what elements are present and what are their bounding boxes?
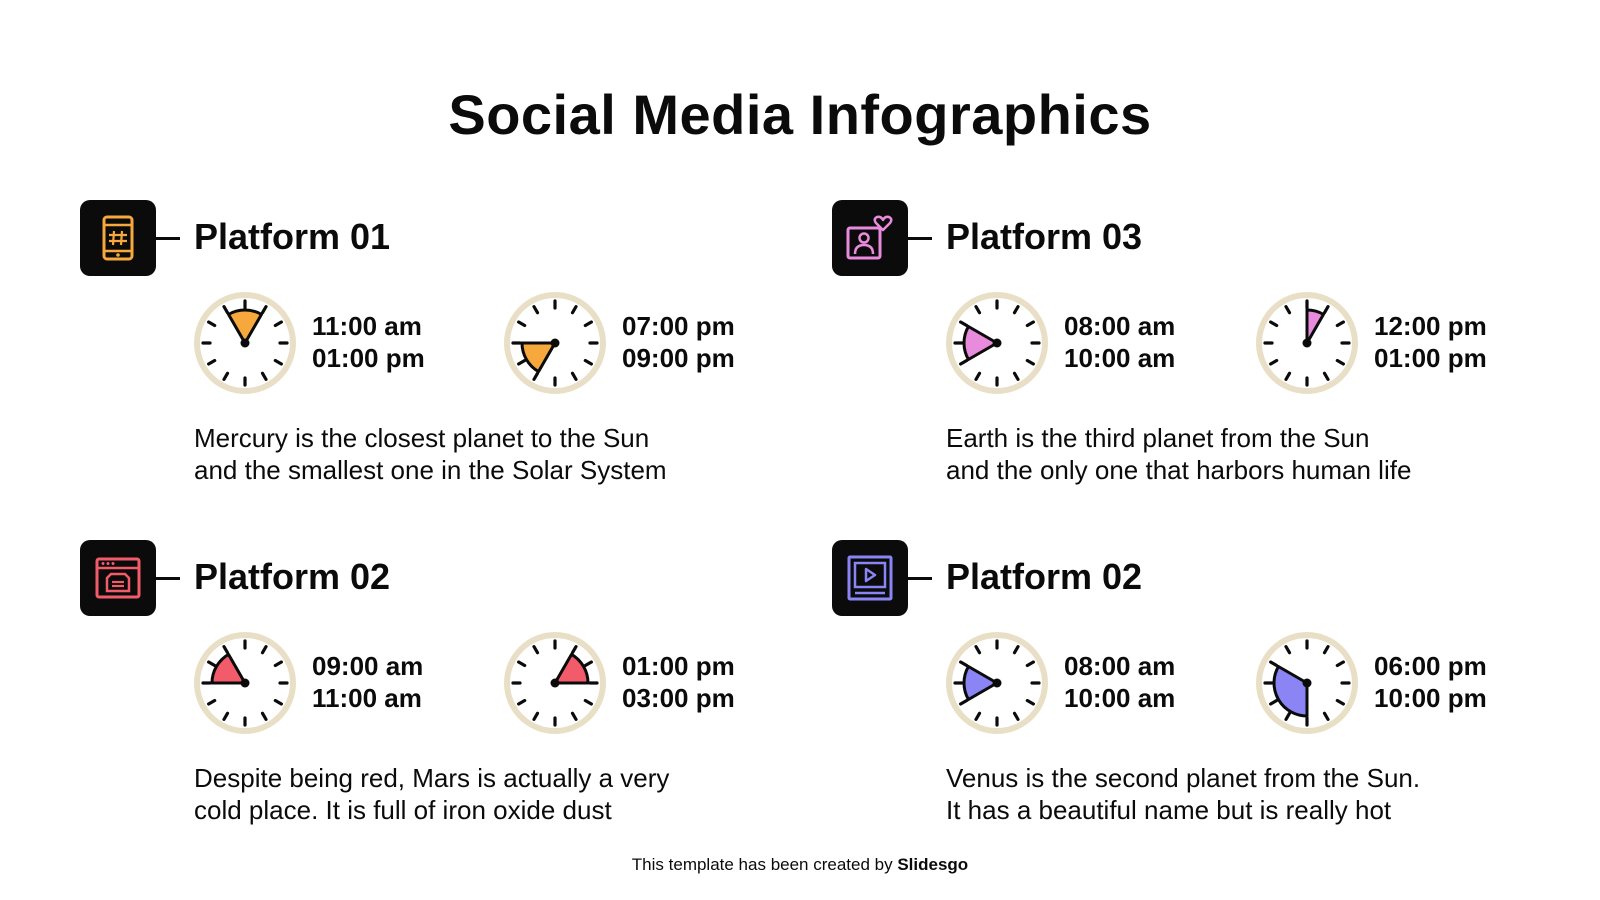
start-time: 12:00 pm — [1374, 311, 1487, 341]
clock-icon — [500, 628, 610, 738]
time-slot — [942, 628, 1242, 738]
time-slot — [190, 288, 490, 398]
description-line: and the smallest one in the Solar System — [194, 455, 667, 485]
start-time: 09:00 am — [312, 651, 424, 681]
clock-center — [1303, 679, 1312, 688]
clock-center — [551, 339, 560, 348]
time-slot — [942, 288, 1242, 398]
description-line: Venus is the second planet from the Sun. — [946, 763, 1421, 793]
description-line: and the only one that harbors human life — [946, 455, 1412, 485]
platform-description — [194, 762, 814, 826]
clock-center — [993, 679, 1002, 688]
clock-icon — [1252, 628, 1362, 738]
connector-line — [908, 577, 932, 580]
platform-panel-4 — [832, 540, 1552, 840]
platform-title: Platform 01 — [194, 216, 391, 257]
platform-title: Platform 02 — [194, 556, 391, 597]
end-time: 10:00 pm — [1374, 683, 1487, 713]
clock-icon — [942, 628, 1052, 738]
platform-description — [946, 762, 1566, 826]
description-line: Earth is the third planet from the Sun — [946, 423, 1370, 453]
start-time: 07:00 pm — [622, 311, 735, 341]
start-time: 08:00 am — [1064, 311, 1176, 341]
description-line: Despite being red, Mars is actually a very — [194, 763, 670, 793]
connector-line — [156, 577, 180, 580]
clock-center — [241, 679, 250, 688]
platform-title: Platform 02 — [946, 556, 1143, 597]
page-title: Social Media Infographics — [448, 83, 1152, 146]
description-line: cold place. It is full of iron oxide dust — [194, 795, 612, 825]
clock-icon — [1252, 288, 1362, 398]
footer-text: This template has been created by — [631, 855, 898, 874]
start-time: 01:00 pm — [622, 651, 735, 681]
description-line: It has a beautiful name but is really hot — [946, 795, 1392, 825]
platform-panel-1 — [80, 200, 800, 500]
end-time: 10:00 am — [1064, 683, 1176, 713]
time-slot — [1252, 288, 1552, 398]
end-time: 03:00 pm — [622, 683, 735, 713]
connector-line — [156, 237, 180, 240]
clock-icon — [942, 288, 1052, 398]
clock-center — [993, 339, 1002, 348]
description-line: Mercury is the closest planet to the Sun — [194, 423, 650, 453]
platform-description — [194, 422, 814, 486]
end-time: 01:00 pm — [312, 343, 425, 373]
end-time: 01:00 pm — [1374, 343, 1487, 373]
footer-brand[interactable]: Slidesgo — [897, 855, 969, 874]
browser-window-icon — [80, 540, 156, 616]
time-slot — [1252, 628, 1552, 738]
clock-center — [551, 679, 560, 688]
clock-icon — [190, 288, 300, 398]
time-slot — [500, 288, 800, 398]
platform-panel-2 — [80, 540, 800, 840]
platform-panel-3 — [832, 200, 1552, 500]
end-time: 10:00 am — [1064, 343, 1176, 373]
connector-line — [908, 237, 932, 240]
end-time: 11:00 am — [312, 683, 422, 713]
start-time: 08:00 am — [1064, 651, 1176, 681]
footer-credit — [0, 855, 1600, 875]
start-time: 06:00 pm — [1374, 651, 1487, 681]
start-time: 11:00 am — [312, 311, 422, 341]
end-time: 09:00 pm — [622, 343, 735, 373]
platform-title: Platform 03 — [946, 216, 1143, 257]
clock-center — [1303, 339, 1312, 348]
profile-heart-icon — [832, 200, 908, 276]
platform-description — [946, 422, 1566, 486]
time-slot — [500, 628, 800, 738]
time-slot — [190, 628, 490, 738]
phone-hashtag-icon — [80, 200, 156, 276]
video-play-icon — [832, 540, 908, 616]
clock-center — [241, 339, 250, 348]
clock-icon — [500, 288, 610, 398]
clock-icon — [190, 628, 300, 738]
